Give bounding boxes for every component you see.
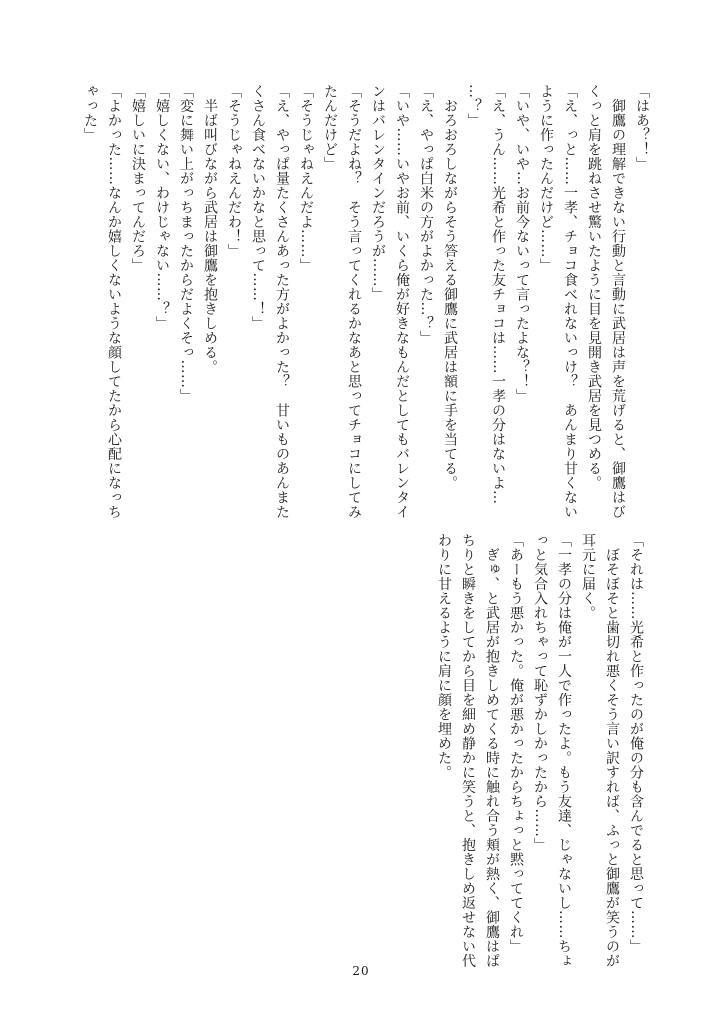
- lower-text-block: [432, 533, 648, 968]
- text-line: 「いや、いや…お前今ないって言ったよな？！」: [514, 84, 530, 403]
- text-line: 「え、やっぱ量たくさんあった方がよかった？ 甘いものあんまた: [274, 84, 290, 519]
- text-line: ゃった」: [82, 84, 98, 142]
- text-line: おろおろしながらそう答える御鷹に武居は額に手を当てる。: [442, 84, 458, 490]
- text-line: 御鷹の理解できない行動と言動に武居は声を荒げると、御鷹はび: [610, 84, 626, 519]
- text-line: ぼそぼそと歯切れ悪くそう言い訳すれば、ふっと御鷹が笑うのが: [604, 533, 620, 968]
- text-line: 半ば叫びながら武居は御鷹を抱きしめる。: [202, 84, 218, 374]
- text-line: 「え、っと……一孝、チョコ食べれないっけ？ あんまり甘くない: [562, 84, 578, 519]
- text-line: 「そうだよね？ そう言ってくれるかなあと思ってチョコにしてみ: [346, 84, 362, 519]
- text-line: 「嬉しくない、わけじゃない……？」: [154, 84, 170, 331]
- text-line: 耳元に届く。: [580, 533, 596, 620]
- text-line: 「はあ？！」: [634, 84, 650, 171]
- text-line: 「よかった……なんか嬉しくないような顔してたから心配になっち: [106, 84, 122, 519]
- text-line: たんだけど」: [322, 84, 338, 171]
- text-line: 「それは……光希と作ったのが俺の分も含んでると思って……」: [628, 533, 644, 954]
- text-line: くさん食べないかなと思って……！」: [250, 84, 266, 331]
- page-number: 20: [352, 964, 370, 978]
- text-line: ぎゅ、と武居が抱きしめてくる時に触れ合う頬が熱く、御鷹はぱ: [484, 533, 500, 968]
- text-line: ンはバレンタインだろうが……」: [370, 84, 386, 302]
- text-line: 「いや……いやお前、いくら俺が好きなもんだとしてもバレンタイ: [394, 84, 410, 519]
- text-line: わりに甘えるように肩に顔を埋めた。: [436, 533, 452, 780]
- text-line: 「変に舞い上がっちまったからだよくそっ……」: [178, 84, 194, 403]
- text-line: 「あーもう悪かった。俺が悪かったからちょっと黙っててくれ」: [508, 533, 524, 954]
- upper-text-block: [78, 84, 654, 519]
- text-line: っと気合入れちゃって恥ずかしかったから……」: [532, 533, 548, 852]
- text-line: 「一孝の分は俺が一人で作ったよ。もう友達、じゃないし……ちょ: [556, 533, 572, 968]
- text-line: くっと肩を跳ねさせ驚いたように目を見開き武居を見つめる。: [586, 84, 602, 490]
- text-line: 「え、うん……光希と作った友チョコは……一孝の分はないよ…: [490, 84, 506, 505]
- text-line: ように作ったんだけど……」: [538, 84, 554, 273]
- text-line: ちりと瞬きをしてから目を細め静かに笑うと、抱きしめ返せない代: [460, 533, 476, 968]
- text-line: 「そうじゃねえんだわ！」: [226, 84, 242, 258]
- text-line: …？」: [466, 84, 482, 128]
- text-line: 「嬉しいに決まってんだろ」: [130, 84, 146, 273]
- text-line: 「え、やっぱ白米の方がよかった…？」: [418, 84, 434, 345]
- text-line: 「そうじゃねえんだよ……」: [298, 84, 314, 273]
